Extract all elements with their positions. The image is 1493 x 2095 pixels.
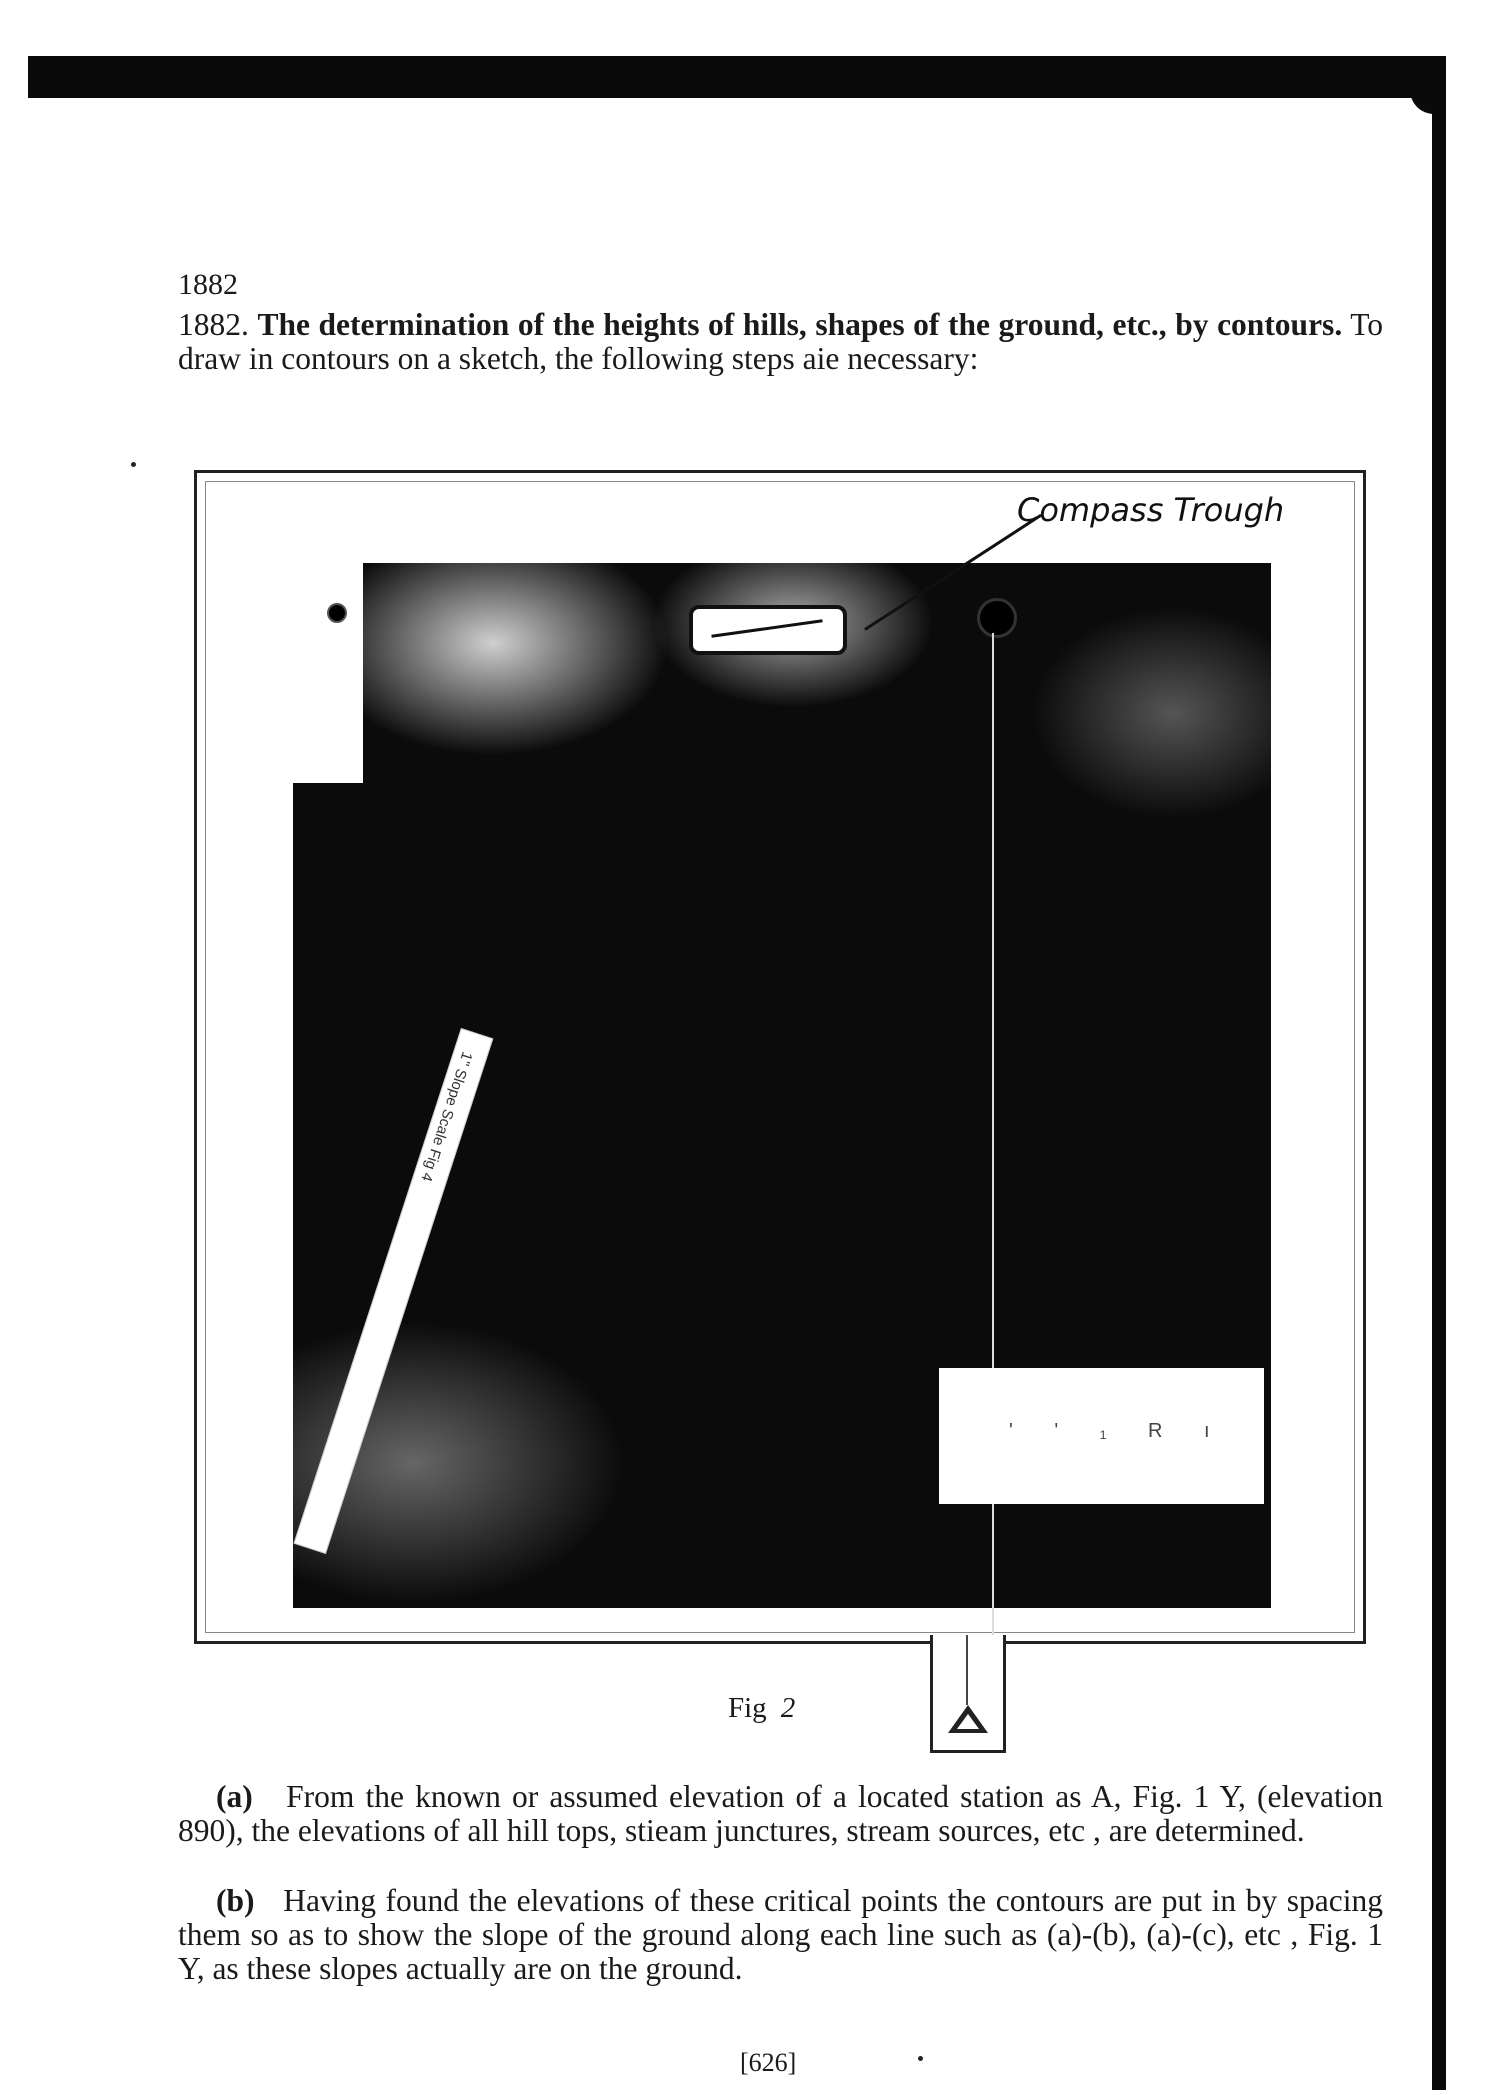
plumb-bob-tab	[930, 1635, 1006, 1753]
figure-caption	[728, 1692, 795, 1725]
scale-strip-text: 1" Slope Scale Fig 4	[417, 1049, 476, 1184]
compass-needle-icon	[711, 619, 822, 638]
section-heading	[178, 308, 1383, 376]
section-intro: To draw in contours on a sketch, the following steps aie necessary:	[178, 307, 1384, 376]
paragraph-a-text: From the known or assumed elevation of a located station as A, Fig. 1 Y, (elevation 890), the elevations of all hill tops, stieam junctures, stream sources, etc , are determined.	[178, 1779, 1383, 1848]
stray-mark	[131, 462, 136, 467]
thumbtack-left-icon	[327, 603, 347, 623]
board-corner-paper	[293, 563, 363, 783]
board-label-box	[939, 1368, 1264, 1504]
paragraph-b	[178, 1884, 1383, 1986]
plumb-bob-inner	[957, 1714, 979, 1729]
section-number: 1882.	[178, 307, 249, 342]
sketching-board-figure	[194, 470, 1366, 1644]
label-box-marks: ' ' ₁ R ı	[1009, 1420, 1228, 1442]
plumb-line	[992, 633, 994, 1663]
figure-caption-label: Fig	[728, 1692, 767, 1724]
compass-trough-annotation: Compass Trough	[1017, 491, 1285, 529]
plumb-cord	[966, 1635, 968, 1705]
running-number: 1882	[178, 268, 238, 301]
figure-caption-number: 2	[780, 1692, 796, 1724]
paragraph-a-label: (a)	[216, 1779, 253, 1814]
paragraph-a	[178, 1780, 1383, 1848]
top-scan-bar	[28, 56, 1446, 98]
page-number: [626]	[740, 2048, 797, 2077]
right-scan-edge	[1432, 100, 1446, 2090]
thumbtack-right-icon	[977, 598, 1017, 638]
stray-mark-footer	[918, 2056, 923, 2061]
paragraph-b-text: Having found the elevations of these critical points the contours are put in by spacing them so as to show the slope of the ground along each line such as (a)-(b), (a)-(c), etc , Fig. 1 Y, as these slopes actually are on the ground.	[178, 1883, 1384, 1986]
paragraph-b-label: (b)	[216, 1883, 255, 1918]
compass-trough	[689, 605, 847, 655]
section-title: The determination of the heights of hills, shapes of the ground, etc., by contours.	[257, 307, 1343, 342]
